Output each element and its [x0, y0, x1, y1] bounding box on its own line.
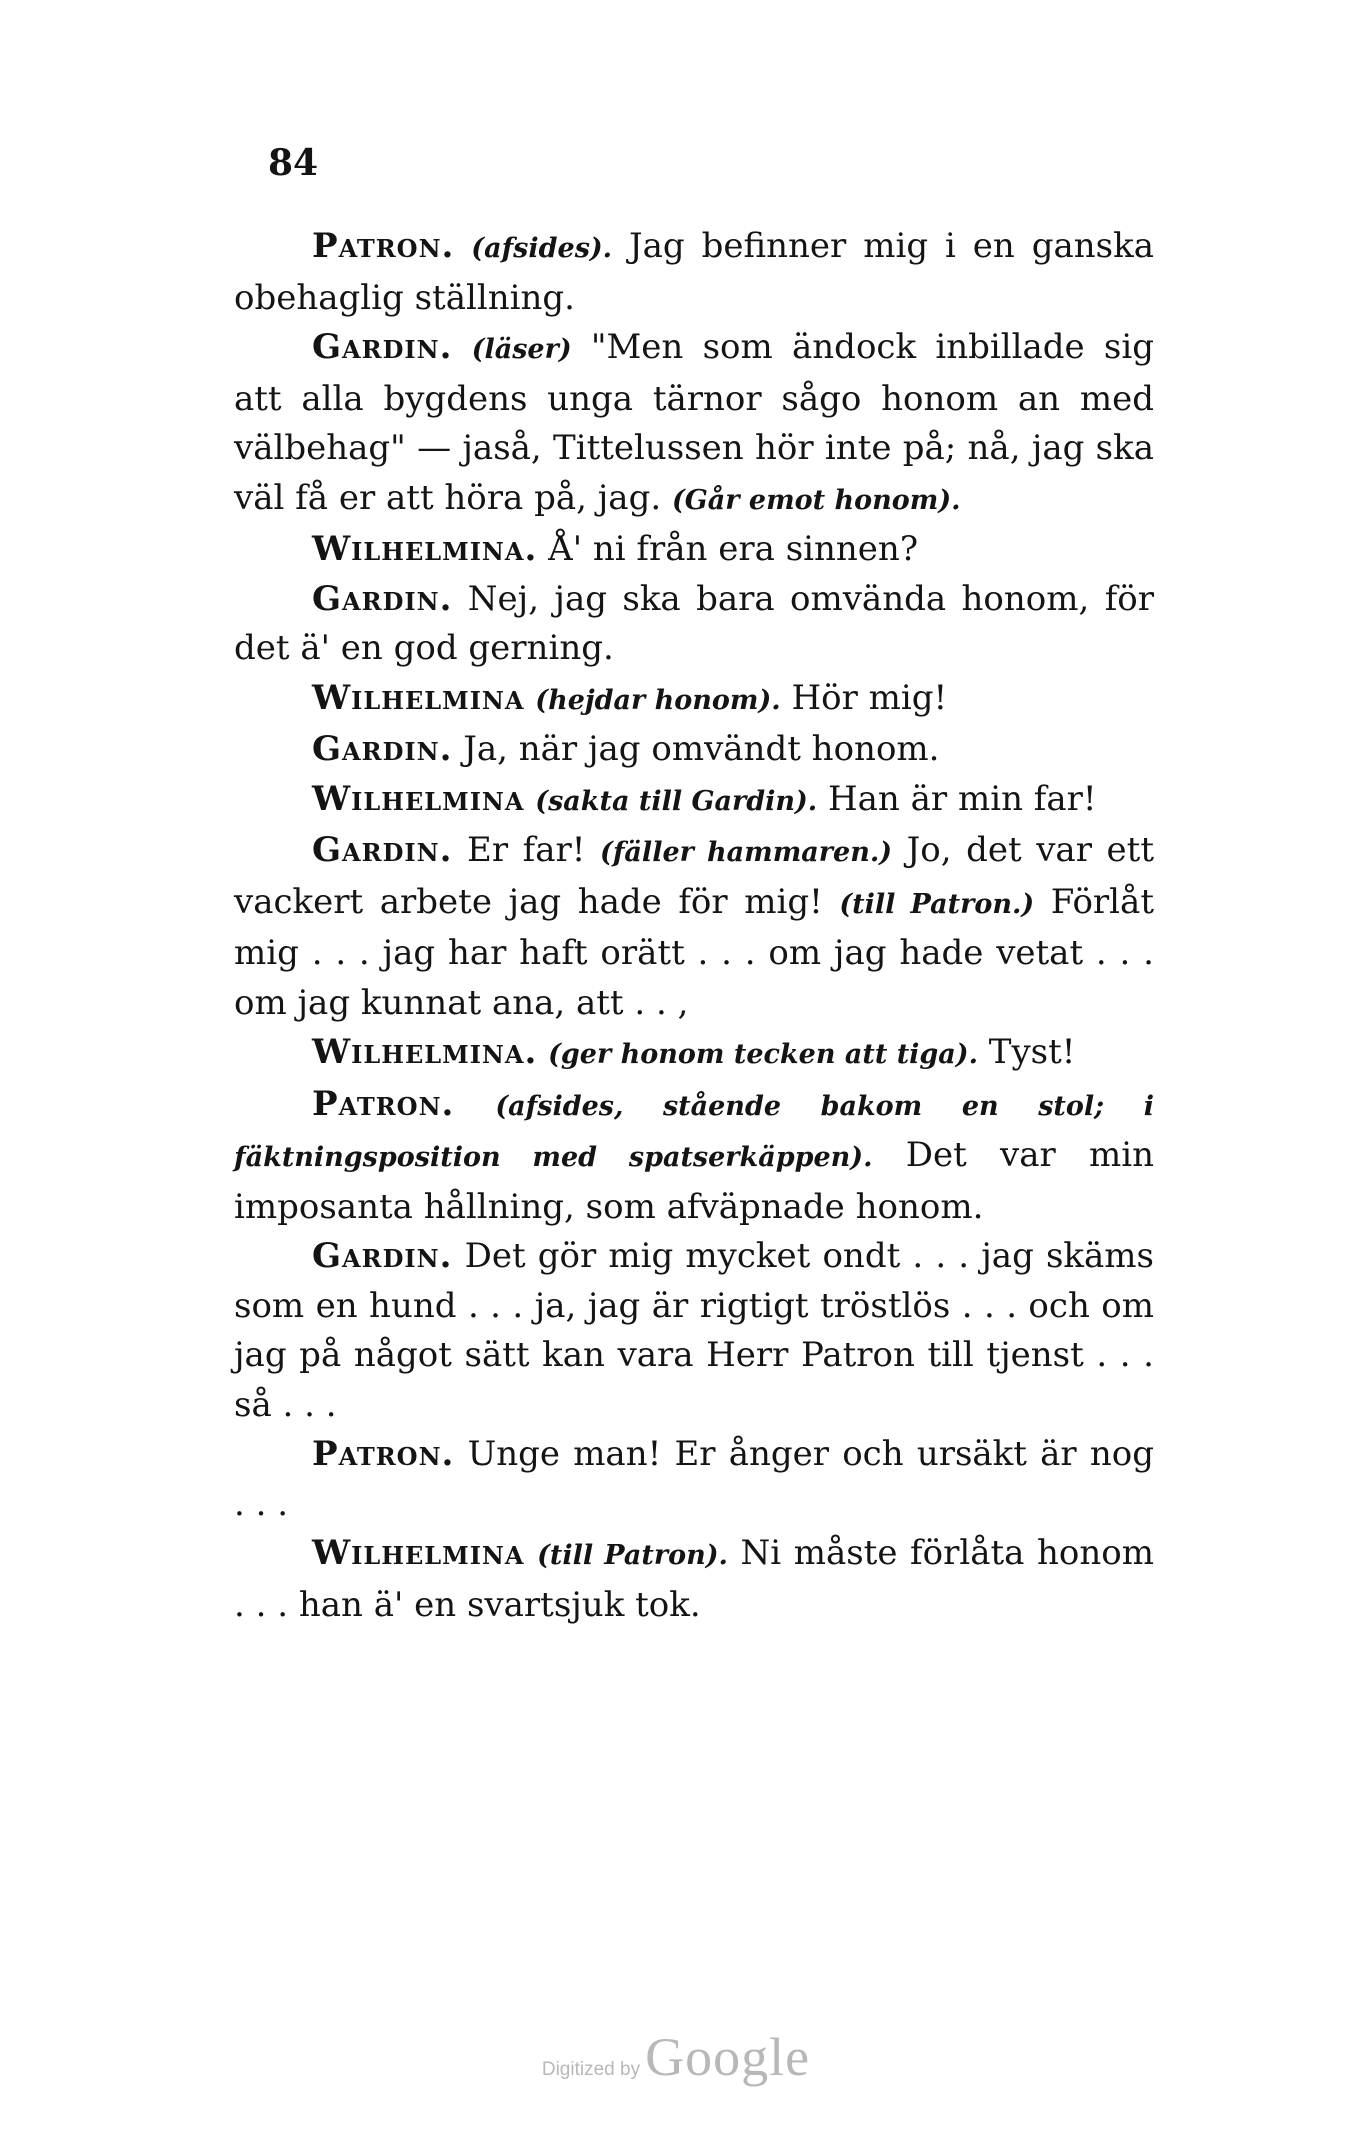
speaker: Gardin. — [312, 830, 453, 870]
speech-text: Ja, när jag omvändt honom. — [452, 729, 940, 769]
speech-text: Ni måste förlåta honom . . . han ä' en svartsjuk tok. — [234, 1533, 1155, 1625]
speaker: Wilhelmina. — [312, 529, 538, 569]
speaker: Wilhelmina — [312, 677, 525, 718]
speech-text: Hör mig! — [780, 677, 948, 718]
speech — [234, 1430, 1154, 1529]
speaker: Patron. — [312, 226, 455, 266]
speaker: Wilhelmina — [312, 1533, 525, 1573]
speech-text: Jag befinner mig i en ganska obehaglig ställning. — [234, 226, 1154, 318]
speech — [234, 1232, 1154, 1430]
stage-direction: (ger honom tecken att tiga). — [548, 1039, 978, 1070]
speech — [234, 1529, 1154, 1630]
speaker: Patron. — [312, 1083, 455, 1124]
speech-text: Han är min far! — [817, 778, 1097, 819]
speech-text: Nej, jag ska bara omvända honom, för det ä' en god gerning. — [234, 578, 1154, 668]
stage-direction: (sakta till Gardin). — [535, 785, 818, 817]
speech-text: Tyst! — [977, 1032, 1076, 1072]
speech-text: Å' ni från era sinnen? — [537, 529, 919, 569]
speech-text: Jo, det var ett vackert arbete jag hade för mig! — [234, 830, 1154, 922]
speech — [234, 323, 1154, 525]
speaker: Wilhelmina. — [312, 1032, 538, 1072]
stage-direction: (läser) — [471, 334, 572, 365]
digitized-by-label: Digitized by — [541, 2059, 641, 2080]
speaker: Gardin. — [312, 578, 453, 619]
speech-text: "Men som ändock inbillade sig att alla bygdens unga tärnor sågo honom an med välbehag" — jaså, Tittelussen hör inte på; nå, jag ska väl få er att höra på, jag. — [234, 327, 1154, 518]
speech — [234, 674, 1154, 726]
speech-text: Er far! — [452, 830, 601, 870]
speech — [234, 826, 1154, 1028]
google-logo: Google — [645, 2027, 811, 2087]
speaker: Gardin. — [312, 729, 453, 769]
stage-direction: (Går emot honom). — [671, 484, 961, 516]
speech — [234, 525, 1154, 575]
stage-direction: (till Patron.) — [839, 888, 1035, 920]
speech — [234, 222, 1154, 323]
play-text — [234, 222, 1154, 1630]
speech — [234, 725, 1154, 775]
digitized-by-google-watermark — [0, 2026, 1352, 2088]
stage-direction: (afsides, stående bakom en stol; i fäktningsposition med spatserkäppen). — [234, 1090, 1154, 1173]
speaker: Patron. — [312, 1434, 455, 1474]
stage-direction: (hejdar honom). — [535, 684, 781, 716]
speech-text: Det var min imposanta hållning, som afväpnade honom. — [234, 1135, 1154, 1227]
speech — [234, 775, 1154, 827]
stage-direction: (fäller hammaren.) — [600, 837, 892, 868]
speech-text: Unge man! Er ånger och ursäkt är nog . . . — [234, 1434, 1154, 1524]
speech — [234, 575, 1154, 674]
speech — [234, 1080, 1154, 1233]
speaker: Wilhelmina — [312, 778, 525, 819]
speech — [234, 1028, 1154, 1080]
stage-direction: (afsides). — [471, 233, 613, 264]
stage-direction: (till Patron). — [537, 1540, 728, 1571]
speaker: Gardin. — [312, 327, 453, 367]
speaker: Gardin. — [312, 1236, 453, 1276]
page-number: 84 — [268, 142, 319, 184]
speech-text: Förlåt mig . . . jag har haft orätt . . . om jag hade vetat . . . om jag kunnat ana, att . . , — [234, 881, 1154, 1023]
speech-text: Det gör mig mycket ondt . . . jag skäms som en hund . . . ja, jag är rigtigt tröstlös . . . och om jag på något sätt kan vara Herr Patron till tjenst . . . så . . . — [234, 1236, 1154, 1425]
